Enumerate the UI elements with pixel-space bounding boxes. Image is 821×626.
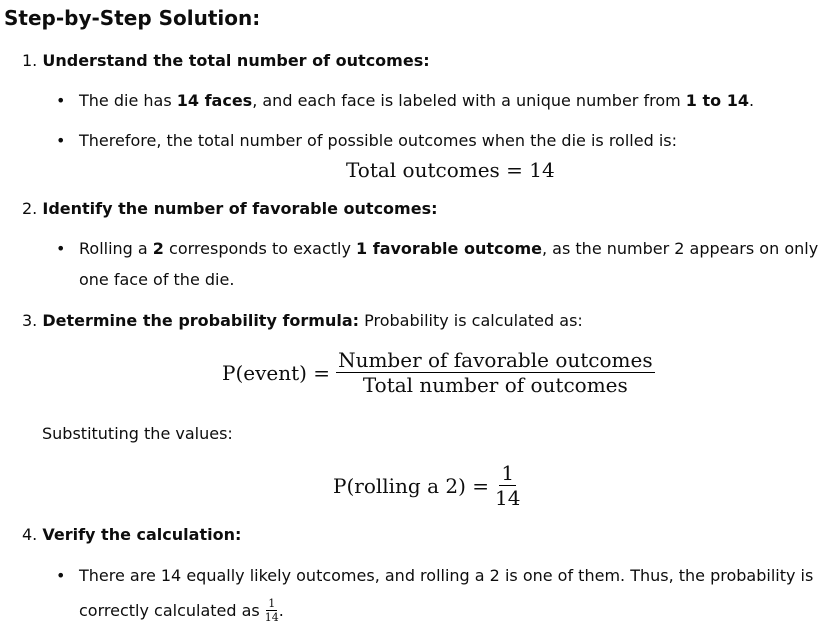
step-3: 3. Determine the probability formula: Probability is calculated as:	[22, 311, 583, 330]
section-title: Step-by-Step Solution:	[4, 6, 261, 30]
equation-total: Total outcomes = 14	[346, 158, 555, 182]
bullet-text: Therefore, the total number of possible outcomes when the die is rolled is:	[79, 131, 677, 150]
step-1	[22, 51, 430, 70]
step-number: 1.	[22, 51, 38, 70]
bullet-text-cont: one face of the die.	[79, 270, 235, 289]
bullet-text: The die has 14 faces, and each face is labeled with a unique number from 1 to 14.	[79, 91, 755, 110]
bullet-text-cont: correctly calculated as $\frac{1}{14}$ .	[79, 597, 284, 624]
probability-formula: P(event) = $\frac{\text{Number of favorable outcomes}}{\text{Total number of outcomes}}$	[222, 348, 653, 397]
step-2: 2. Identify the number of favorable outcomes:	[22, 199, 438, 218]
probability-result: P(rolling a 2) = $\frac{1}{14}$	[333, 461, 521, 510]
step-heading: Understand the total number of outcomes:	[42, 51, 430, 70]
bullet-text: There are 14 equally likely outcomes, and rolling a 2 is one of them. Thus, the probability is	[79, 566, 814, 585]
bullet-text: Rolling a 2 corresponds to exactly 1 favorable outcome, as the number 2 appears on only	[79, 239, 819, 258]
bullet-icon: •	[56, 566, 66, 585]
bullet-icon: •	[56, 131, 66, 150]
bullet-icon: •	[56, 91, 66, 110]
bullet-icon: •	[56, 239, 66, 258]
step-4: 4. Verify the calculation:	[22, 525, 242, 544]
substitution-text: Substituting the values:	[42, 424, 233, 443]
